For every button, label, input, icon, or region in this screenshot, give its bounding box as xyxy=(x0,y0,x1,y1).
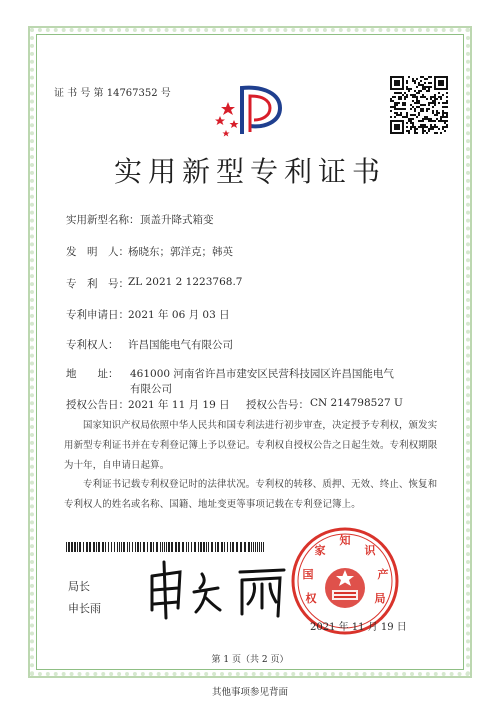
footer-note: 其他事项参见背面 xyxy=(211,687,288,698)
field-value-grant-date: 2021 年 11 月 19 日 xyxy=(128,399,230,411)
seal-char-5: 产 xyxy=(377,568,389,581)
director-name: 申长雨 xyxy=(68,602,101,615)
field-value-patentee: 许昌国能电气有限公司 xyxy=(128,339,233,351)
field-label-name: 实用新型名称： xyxy=(66,214,140,226)
field-value-publication-number: CN 214798527 U xyxy=(310,397,403,409)
field-value-address: 461000 河南省许昌市建安区民营科技园区许昌国能电气 xyxy=(130,368,394,380)
qr-code xyxy=(390,76,448,134)
field-label-inventor: 发 明 人： xyxy=(66,246,129,258)
field-label-patentee: 专利权人： xyxy=(66,339,119,351)
field-value-address-line2: 有限公司 xyxy=(130,383,172,395)
field-label-grant-date: 授权公告日： xyxy=(66,399,129,411)
field-value-inventor: 杨晓东；郭洋克；韩英 xyxy=(128,246,233,258)
director-title: 局长 xyxy=(68,580,90,593)
legal-status-paragraph: 专利证书记载专利权登记时的法律状况。专利权的转移、质押、无效、终止、恢复和专利权人的姓名或名称、国籍、地址变更等事项记载在专利登记簿上。 xyxy=(64,479,438,510)
grant-paragraph: 国家知识产权局依照中华人民共和国专利法进行初步审查，决定授予专利权，颁发实用新型专利证书并在专利登记簿上予以登记。专利权自授权公告之日起生效。专利权期限为十年，自申请日起算。 xyxy=(64,420,438,471)
certificate-number: 证 书 号 第 14767352 号 xyxy=(54,88,171,99)
field-label-filing-date: 专利申请日： xyxy=(66,309,129,321)
seal-date: 2021 年 11 月 19 日 xyxy=(310,622,407,633)
field-label-address: 地 址： xyxy=(66,368,119,380)
seal-char-2: 家 xyxy=(314,544,326,557)
seal-char-3: 知 xyxy=(339,534,351,547)
field-value-filing-date: 2021 年 06 月 03 日 xyxy=(128,309,230,321)
field-label-publication-number: 授权公告号： xyxy=(246,399,309,411)
seal-char-7: 局 xyxy=(374,592,386,605)
certificate-title: 实用新型专利证书 xyxy=(113,155,386,188)
cnipa-logo xyxy=(204,80,294,140)
seal-char-6: 权 xyxy=(305,592,317,605)
seal-char-1: 国 xyxy=(302,568,314,581)
field-value-name: 顶盖升降式箱变 xyxy=(140,214,214,226)
field-label-patent-number: 专 利 号： xyxy=(66,278,129,290)
page-indicator: 第 1 页（共 2 页） xyxy=(211,655,289,665)
barcode xyxy=(66,542,266,552)
field-value-patent-number: ZL 2021 2 1223768.7 xyxy=(128,276,243,288)
director-signature xyxy=(144,558,294,620)
seal-char-4: 识 xyxy=(364,544,376,557)
